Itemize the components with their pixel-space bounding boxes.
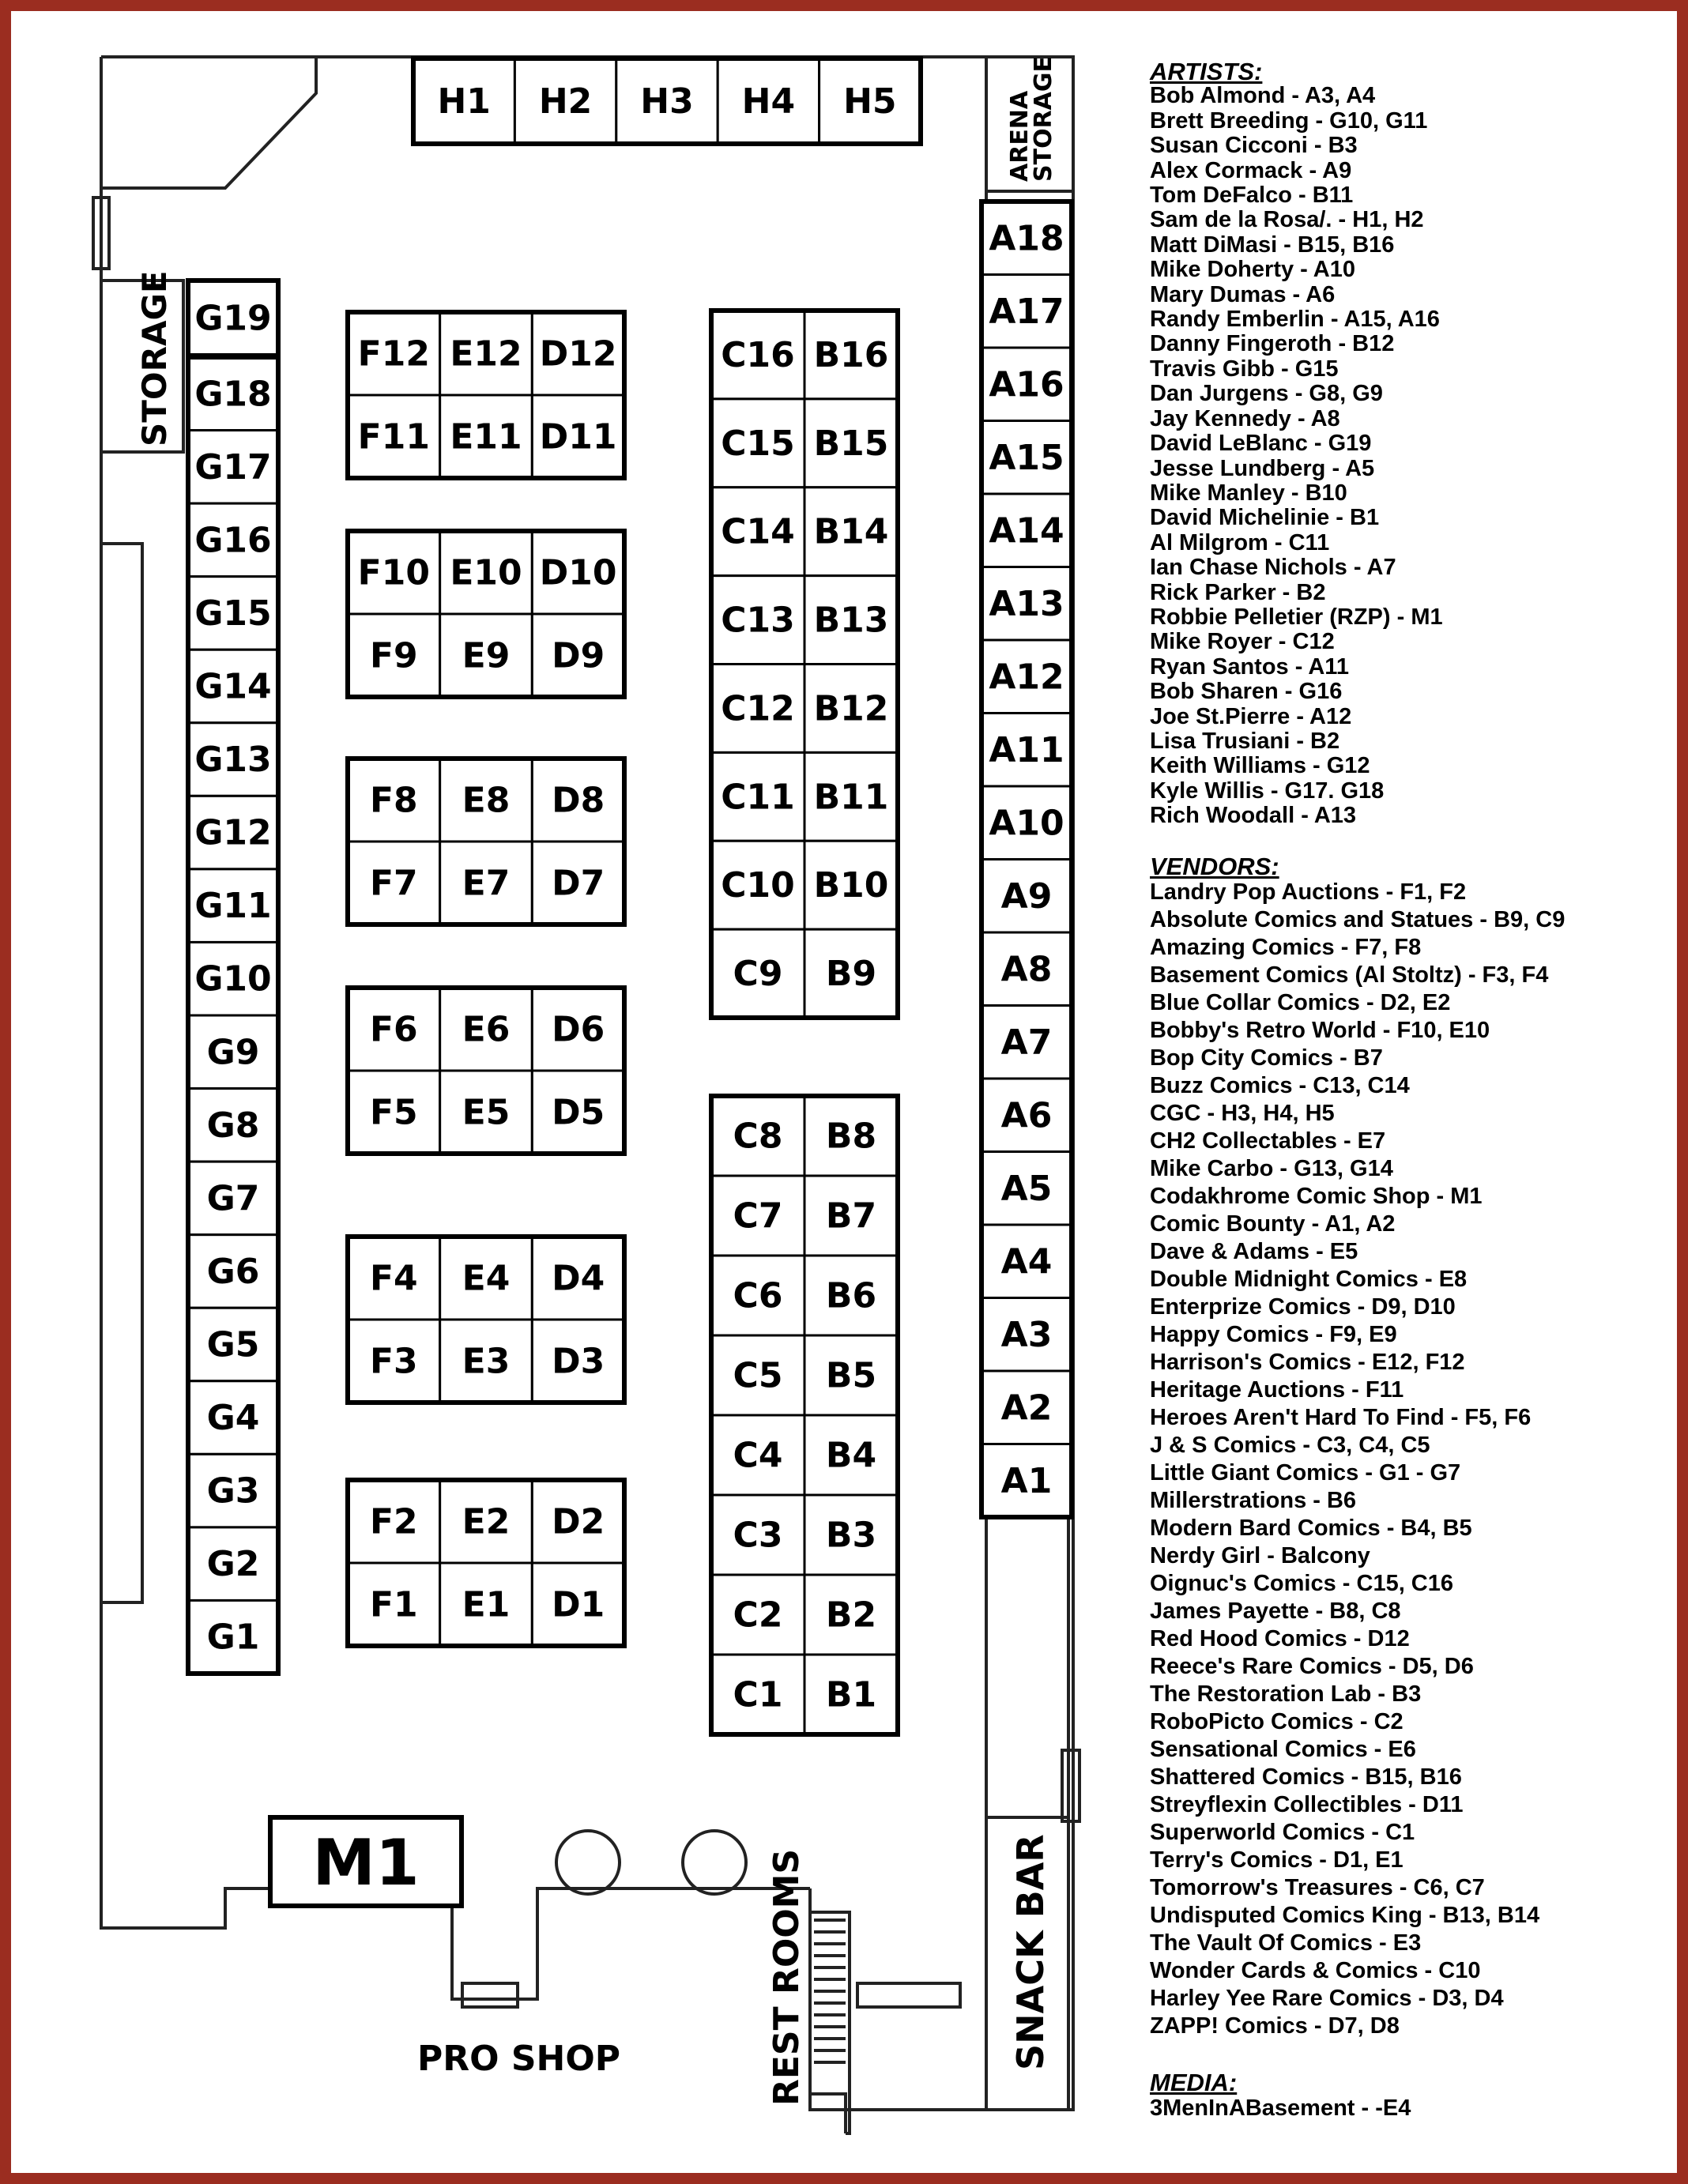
booth-label-f2: F2 xyxy=(369,1501,418,1542)
booth-label-c14: C14 xyxy=(721,511,795,552)
booth-label-g16: G16 xyxy=(194,520,272,561)
booth-label-f1: F1 xyxy=(369,1584,418,1625)
vendor-entry: Codakhrome Comic Shop - M1 xyxy=(1150,1184,1483,1209)
booth-label-e7: E7 xyxy=(462,863,511,904)
artist-entry: Jesse Lundberg - A5 xyxy=(1150,455,1375,481)
vendor-entry: Nerdy Girl - Balcony xyxy=(1150,1543,1370,1568)
booth-label-h2: H2 xyxy=(538,81,593,122)
booth-label-c2: C2 xyxy=(733,1595,783,1636)
booth-label-g4: G4 xyxy=(206,1398,260,1439)
artist-entry: David Michelinie - B1 xyxy=(1150,505,1380,531)
vendor-entry: Comic Bounty - A1, A2 xyxy=(1150,1211,1396,1237)
vendor-entry: Buzz Comics - C13, C14 xyxy=(1150,1073,1410,1098)
artist-entry: Mike Manley - B10 xyxy=(1150,480,1347,506)
booth-label-e11: E11 xyxy=(450,416,522,458)
legend xyxy=(1150,59,1671,2122)
artist-entry: Kyle Willis - G17. G18 xyxy=(1150,778,1385,804)
booth-label-d2: D2 xyxy=(552,1501,605,1542)
vendor-entry: Oignuc's Comics - C15, C16 xyxy=(1150,1571,1454,1596)
booth-label-c9: C9 xyxy=(733,954,783,995)
vendor-entry: Basement Comics (Al Stoltz) - F3, F4 xyxy=(1150,962,1549,988)
booth-label-b1: B1 xyxy=(825,1674,877,1715)
artist-entry: Robbie Pelletier (RZP) - M1 xyxy=(1150,604,1443,630)
vendor-entry: Millerstrations - B6 xyxy=(1150,1488,1357,1513)
booth-label-g3: G3 xyxy=(206,1470,260,1512)
arena-storage-text: ARENA xyxy=(1006,90,1034,182)
rest-rooms-label: REST ROOMS xyxy=(767,1848,807,2106)
booth-label-a13: A13 xyxy=(989,583,1064,624)
booth-label-a4: A4 xyxy=(1000,1241,1053,1282)
booth-label-g19: G19 xyxy=(194,298,272,339)
vendor-entry: Reece's Rare Comics - D5, D6 xyxy=(1150,1654,1474,1679)
vendor-entry: Double Midnight Comics - E8 xyxy=(1150,1267,1468,1292)
booth-label-d1: D1 xyxy=(552,1584,605,1625)
vendors-list xyxy=(1150,879,1671,2040)
booth-label-g12: G12 xyxy=(194,812,272,853)
arena-storage-label xyxy=(1006,56,1057,182)
booth-label-f11: F11 xyxy=(357,416,430,458)
artist-entry: Randy Emberlin - A15, A16 xyxy=(1150,307,1440,333)
artist-entry: Joe St.Pierre - A12 xyxy=(1150,703,1352,729)
artist-entry: Dan Jurgens - G8, G9 xyxy=(1150,381,1383,407)
booth-label-c15: C15 xyxy=(721,423,795,464)
vendor-entry: Landry Pop Auctions - F1, F2 xyxy=(1150,879,1467,905)
booth-label-b9: B9 xyxy=(825,954,877,995)
vendor-entry: Enterprize Comics - D9, D10 xyxy=(1150,1294,1456,1320)
booth-label-d12: D12 xyxy=(539,333,617,375)
artists-list xyxy=(1150,84,1671,828)
media-entry: 3MenInABasement - -E4 xyxy=(1150,2096,1411,2122)
artist-entry: Rick Parker - B2 xyxy=(1150,579,1326,605)
booth-label-a14: A14 xyxy=(989,510,1064,552)
artist-entry: Ryan Santos - A11 xyxy=(1150,653,1349,680)
booth-label-g15: G15 xyxy=(194,593,272,634)
booth-label-d9: D9 xyxy=(552,635,605,676)
booth-label-a10: A10 xyxy=(989,803,1064,844)
vendor-entry: Heritage Auctions - F11 xyxy=(1150,1377,1404,1403)
booth-m1-label: M1 xyxy=(312,1826,420,1900)
storage-label: STORAGE xyxy=(135,270,174,446)
artist-entry: Matt DiMasi - B15, B16 xyxy=(1150,232,1395,258)
booth-label-a1: A1 xyxy=(1000,1460,1053,1501)
booth-label-f3: F3 xyxy=(369,1341,418,1382)
artists-title: ARTISTS: xyxy=(1150,58,1263,85)
booth-label-d4: D4 xyxy=(552,1258,605,1299)
booth-label-h5: H5 xyxy=(843,81,897,122)
vendor-entry: Happy Comics - F9, E9 xyxy=(1150,1322,1397,1347)
vendor-entry: Dave & Adams - E5 xyxy=(1150,1239,1358,1264)
booth-label-c3: C3 xyxy=(733,1515,783,1556)
booth-label-g13: G13 xyxy=(194,740,272,781)
vendor-entry: James Payette - B8, C8 xyxy=(1150,1598,1401,1624)
booth-label-f9: F9 xyxy=(369,635,418,676)
booth-label-e9: E9 xyxy=(462,635,511,676)
vendor-entry: Amazing Comics - F7, F8 xyxy=(1150,935,1422,960)
booth-label-c16: C16 xyxy=(721,334,795,375)
booth-label-a16: A16 xyxy=(989,364,1064,405)
vendor-entry: The Vault Of Comics - E3 xyxy=(1150,1930,1422,1956)
vendor-entry: Wonder Cards & Comics - C10 xyxy=(1150,1958,1481,1983)
vendor-entry: Harrison's Comics - E12, F12 xyxy=(1150,1350,1465,1375)
vendor-entry: Bop City Comics - B7 xyxy=(1150,1045,1383,1071)
booth-label-e3: E3 xyxy=(462,1341,511,1382)
booth-label-a5: A5 xyxy=(1000,1168,1053,1209)
booth-label-f4: F4 xyxy=(369,1258,418,1299)
booth-label-b2: B2 xyxy=(825,1595,877,1636)
booth-label-c12: C12 xyxy=(721,688,795,729)
booth-label-e8: E8 xyxy=(462,780,511,821)
vendor-entry: Modern Bard Comics - B4, B5 xyxy=(1150,1516,1472,1541)
booth-label-d5: D5 xyxy=(552,1092,605,1133)
artist-entry: Keith Williams - G12 xyxy=(1150,753,1370,779)
vendor-entry: Tomorrow's Treasures - C6, C7 xyxy=(1150,1875,1485,1900)
vendor-entry: Little Giant Comics - G1 - G7 xyxy=(1150,1460,1461,1485)
booth-label-g9: G9 xyxy=(206,1032,260,1073)
booth-label-b10: B10 xyxy=(813,865,889,906)
booth-label-c6: C6 xyxy=(733,1275,783,1316)
booth-label-g17: G17 xyxy=(194,446,272,488)
booth-label-e2: E2 xyxy=(462,1501,511,1542)
booth-label-c11: C11 xyxy=(721,777,795,818)
artist-entry: Travis Gibb - G15 xyxy=(1150,356,1339,382)
pro-shop-label: PRO SHOP xyxy=(417,2039,621,2079)
booth-label-c10: C10 xyxy=(721,865,795,906)
booth-label-c1: C1 xyxy=(733,1674,783,1715)
booth-label-e1: E1 xyxy=(462,1584,511,1625)
artist-entry: Mike Royer - C12 xyxy=(1150,629,1335,655)
vendor-entry: Mike Carbo - G13, G14 xyxy=(1150,1156,1393,1181)
booth-label-c5: C5 xyxy=(733,1355,783,1396)
vendor-entry: CH2 Collectables - E7 xyxy=(1150,1128,1386,1154)
booth-label-b6: B6 xyxy=(825,1275,877,1316)
booth-label-c13: C13 xyxy=(721,600,795,641)
booth-label-b13: B13 xyxy=(813,600,889,641)
booth-label-f8: F8 xyxy=(369,780,418,821)
artist-entry: Bob Almond - A3, A4 xyxy=(1150,83,1376,109)
vendor-entry: Heroes Aren't Hard To Find - F5, F6 xyxy=(1150,1405,1532,1430)
booth-label-f7: F7 xyxy=(369,863,418,904)
booth-label-d11: D11 xyxy=(539,416,617,458)
booth-label-d10: D10 xyxy=(539,552,617,593)
artist-entry: Brett Breeding - G10, G11 xyxy=(1150,107,1428,134)
artist-entry: Jay Kennedy - A8 xyxy=(1150,405,1340,431)
booth-label-e6: E6 xyxy=(462,1009,511,1050)
artist-entry: Mary Dumas - A6 xyxy=(1150,281,1336,307)
booth-label-f10: F10 xyxy=(357,552,430,593)
artist-entry: David LeBlanc - G19 xyxy=(1150,431,1372,457)
booth-label-a11: A11 xyxy=(989,729,1064,770)
booth-label-d3: D3 xyxy=(552,1341,605,1382)
booth-label-d7: D7 xyxy=(552,863,605,904)
booth-label-g1: G1 xyxy=(206,1617,260,1658)
vendor-entry: Bobby's Retro World - F10, E10 xyxy=(1150,1018,1490,1043)
vendor-entry: Red Hood Comics - D12 xyxy=(1150,1626,1410,1651)
vendor-entry: Sensational Comics - E6 xyxy=(1150,1737,1416,1762)
booth-label-a18: A18 xyxy=(989,218,1064,259)
booth-label-a7: A7 xyxy=(1000,1022,1053,1063)
booth-label-g11: G11 xyxy=(194,886,272,927)
booth-label-d8: D8 xyxy=(552,780,605,821)
booth-label-f12: F12 xyxy=(357,333,430,375)
booth-label-a17: A17 xyxy=(989,291,1064,332)
vendor-entry: J & S Comics - C3, C4, C5 xyxy=(1150,1433,1430,1458)
booth-label-e12: E12 xyxy=(450,333,522,375)
booth-label-g7: G7 xyxy=(206,1178,260,1219)
artist-entry: Alex Cormack - A9 xyxy=(1150,157,1352,183)
booth-label-f6: F6 xyxy=(369,1009,418,1050)
vendor-entry: Shattered Comics - B15, B16 xyxy=(1150,1764,1462,1790)
artist-entry: Mike Doherty - A10 xyxy=(1150,257,1355,283)
booth-label-b12: B12 xyxy=(813,688,889,729)
booth-label-a3: A3 xyxy=(1000,1314,1053,1355)
booth-label-b14: B14 xyxy=(813,511,889,552)
booth-label-g2: G2 xyxy=(206,1544,260,1585)
vendor-entry: Absolute Comics and Statues - B9, C9 xyxy=(1150,907,1566,932)
vendor-entry: CGC - H3, H4, H5 xyxy=(1150,1101,1335,1126)
booth-label-c4: C4 xyxy=(733,1435,783,1476)
booth-grid xyxy=(188,55,1072,1734)
booth-label-b5: B5 xyxy=(825,1355,877,1396)
booth-label-b8: B8 xyxy=(825,1116,877,1157)
booth-label-d6: D6 xyxy=(552,1009,605,1050)
booth-label-e10: E10 xyxy=(450,552,522,593)
artist-entry: Rich Woodall - A13 xyxy=(1150,803,1357,829)
artist-entry: Sam de la Rosa/. - H1, H2 xyxy=(1150,207,1424,233)
booth-label-b16: B16 xyxy=(813,334,889,375)
vendor-entry: The Restoration Lab - B3 xyxy=(1150,1681,1422,1707)
vendor-entry: Blue Collar Comics - D2, E2 xyxy=(1150,990,1451,1015)
booth-label-c7: C7 xyxy=(733,1196,783,1237)
booth-label-e4: E4 xyxy=(462,1258,511,1299)
artist-entry: Tom DeFalco - B11 xyxy=(1150,183,1354,209)
vendor-entry: Superworld Comics - C1 xyxy=(1150,1820,1415,1845)
arena-storage-text-2: STORAGE xyxy=(1030,55,1057,182)
vendor-entry: Undisputed Comics King - B13, B14 xyxy=(1150,1903,1540,1928)
booth-label-c8: C8 xyxy=(733,1116,783,1157)
booth-label-a12: A12 xyxy=(989,657,1064,698)
vendor-entry: ZAPP! Comics - D7, D8 xyxy=(1150,2013,1400,2039)
artist-entry: Danny Fingeroth - B12 xyxy=(1150,331,1395,357)
vendor-entry: RoboPicto Comics - C2 xyxy=(1150,1709,1404,1734)
booth-label-a15: A15 xyxy=(989,437,1064,478)
booth-label-f5: F5 xyxy=(369,1092,418,1133)
booth-label-b3: B3 xyxy=(825,1515,877,1556)
media-title: MEDIA: xyxy=(1150,2069,1238,2096)
booth-label-b15: B15 xyxy=(813,423,889,464)
booth-label-b7: B7 xyxy=(825,1196,877,1237)
booth-label-b4: B4 xyxy=(825,1435,877,1476)
booth-label-g14: G14 xyxy=(194,666,272,707)
artist-entry: Ian Chase Nichols - A7 xyxy=(1150,555,1396,581)
booth-label-a8: A8 xyxy=(1000,949,1053,990)
artist-entry: Lisa Trusiani - B2 xyxy=(1150,728,1340,754)
vendor-entry: Streyflexin Collectibles - D11 xyxy=(1150,1792,1464,1817)
booth-label-h1: H1 xyxy=(437,81,491,122)
booth-label-g5: G5 xyxy=(206,1324,260,1365)
booth-label-a2: A2 xyxy=(1000,1388,1053,1429)
artist-entry: Al Milgrom - C11 xyxy=(1150,529,1330,555)
vendors-title: VENDORS: xyxy=(1150,852,1279,880)
booth-label-b11: B11 xyxy=(813,777,889,818)
booth-label-g6: G6 xyxy=(206,1251,260,1292)
booth-label-g18: G18 xyxy=(194,374,272,415)
booth-label-h3: H3 xyxy=(640,81,694,122)
booth-label-g8: G8 xyxy=(206,1105,260,1146)
booth-label-a9: A9 xyxy=(1000,875,1053,917)
artist-entry: Susan Cicconi - B3 xyxy=(1150,133,1358,159)
booth-label-g10: G10 xyxy=(194,958,272,1000)
snack-bar-label: SNACK BAR xyxy=(1009,1834,1052,2070)
media-list xyxy=(1150,2095,1671,2122)
booth-label-h4: H4 xyxy=(741,81,796,122)
vendor-entry: Harley Yee Rare Comics - D3, D4 xyxy=(1150,1986,1504,2011)
booth-label-a6: A6 xyxy=(1000,1095,1053,1136)
vendor-entry: Terry's Comics - D1, E1 xyxy=(1150,1847,1404,1873)
artist-entry: Bob Sharen - G16 xyxy=(1150,679,1343,705)
main-booth xyxy=(270,1817,462,1906)
booth-label-e5: E5 xyxy=(462,1092,511,1133)
